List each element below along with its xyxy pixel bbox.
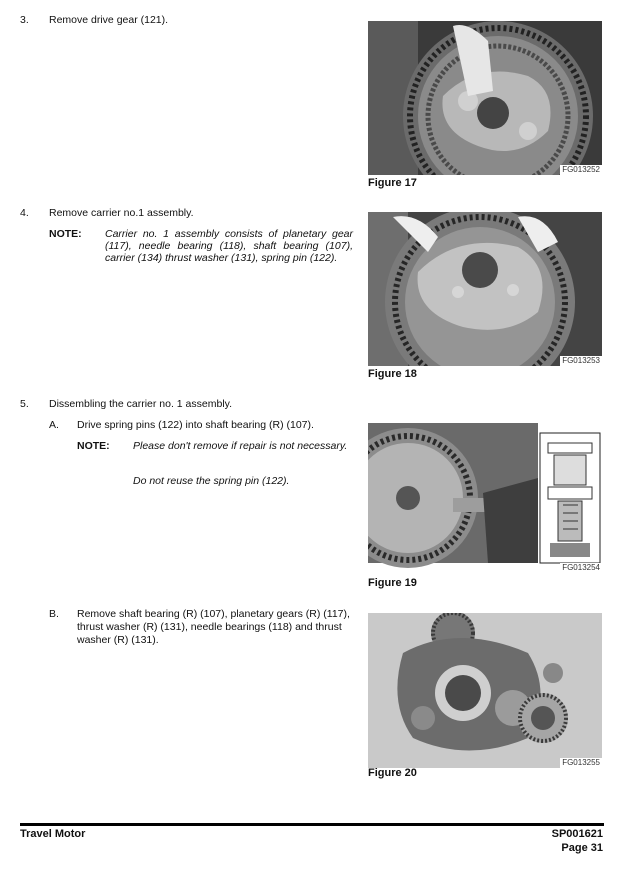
step-5a-text: Drive spring pins (122) into shaft bearing (R) (107). <box>77 419 314 431</box>
figure-17-caption: Figure 17 <box>368 177 417 189</box>
figure-19-panel <box>368 423 602 570</box>
footer-rule <box>20 823 604 826</box>
figure-17-photo <box>368 21 602 175</box>
figure-18-photo <box>368 212 602 366</box>
figure-20-code: FG013255 <box>562 758 600 767</box>
step-5a-letter: A. <box>49 419 59 431</box>
step-3-text: Remove drive gear (121). <box>49 14 169 26</box>
step-5a-note-line2: Do not reuse the spring pin (122). <box>133 475 290 487</box>
step-5a-note-line1: Please don't remove if repair is not necessary. <box>133 440 348 452</box>
step-5-number: 5. <box>20 398 29 410</box>
figure-17-code: FG013252 <box>562 165 600 174</box>
step-5a-note-label: NOTE: <box>77 440 110 452</box>
footer-doc-id: SP001621 <box>551 828 603 840</box>
step-5b-letter: B. <box>49 608 59 620</box>
figure-18-code: FG013253 <box>562 356 600 365</box>
figure-20-photo <box>368 613 602 768</box>
figure-19-code: FG013254 <box>562 563 600 572</box>
step-4-text: Remove carrier no.1 assembly. <box>49 207 194 219</box>
figure-18-caption: Figure 18 <box>368 368 417 380</box>
step-4-note-label: NOTE: <box>49 228 82 240</box>
footer-section-title: Travel Motor <box>20 828 86 840</box>
figure-20-caption: Figure 20 <box>368 767 417 779</box>
step-4-number: 4. <box>20 207 29 219</box>
step-5-text: Dissembling the carrier no. 1 assembly. <box>49 398 233 410</box>
footer-page-number: Page 31 <box>561 842 603 854</box>
step-3-number: 3. <box>20 14 29 26</box>
step-4-note-text: Carrier no. 1 assembly consists of planetary gear (117), needle bearing (118), shaft bearing (107), carrier (134) thrust washer (131), spring pin (122). <box>105 228 353 264</box>
figure-19-caption: Figure 19 <box>368 577 417 589</box>
step-5b-text: Remove shaft bearing (R) (107), planetary gears (R) (117), thrust washer (R) (131), needle bearings (118) and thrust washer (R) (131). <box>77 608 350 646</box>
